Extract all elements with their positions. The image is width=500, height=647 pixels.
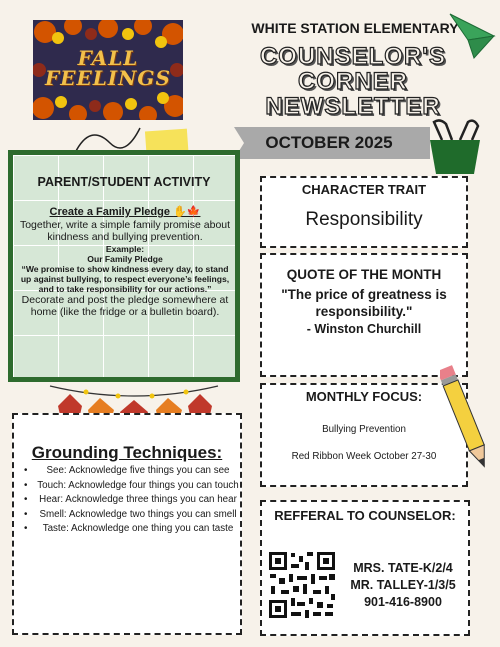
pencil-icon	[440, 356, 490, 476]
list-item: • Hear: Acknowledge three things you can hear	[18, 494, 240, 507]
quote-text: "The price of greatness is responsibility."	[281, 287, 447, 319]
list-item: • Touch: Acknowledge four things you can touch	[18, 480, 240, 493]
title-line-3: NEWSLETTER	[265, 93, 441, 120]
logo-text	[33, 48, 183, 88]
trait-value: Responsibility	[305, 209, 423, 230]
newsletter-date: OCTOBER 2025	[265, 133, 393, 152]
list-item: • See: Acknowledge five things you can see	[18, 465, 240, 478]
grounding-list	[18, 465, 240, 538]
example-label: Example:	[105, 243, 145, 254]
trait-label: CHARACTER TRAIT	[301, 182, 427, 197]
quote-label: QUOTE OF THE MONTH	[286, 267, 442, 282]
focus-label: MONTHLY FOCUS:	[305, 389, 423, 404]
paper-plane-icon	[448, 10, 496, 62]
qr-code-icon[interactable]	[267, 550, 337, 620]
grounding-title: Grounding Techniques:	[31, 443, 223, 462]
school-name: WHITE STATION ELEMENTARY	[251, 20, 459, 36]
activity-title: PARENT/STUDENT ACTIVITY	[37, 175, 211, 189]
quote-author: - Winston Churchill	[306, 322, 422, 336]
activity-intro: Together, write a simple family promise about kindness and bullying prevention.	[19, 218, 231, 243]
quote-box	[260, 253, 468, 377]
focus-item: Red Ribbon Week October 27-30	[291, 451, 437, 462]
activity-heading-text: Create a Family Pledge	[49, 206, 170, 218]
binder-clip-icon	[424, 118, 486, 178]
referral-contacts	[338, 560, 468, 611]
activity-body	[16, 206, 234, 319]
activity-heading	[16, 206, 234, 219]
list-item: • Taste: Acknowledge one thing you can taste	[18, 523, 240, 536]
logo-line1: FALL	[77, 46, 139, 70]
example-title: Our Family Pledge	[87, 253, 163, 264]
logo-line2: FEELINGS	[45, 66, 171, 90]
monthly-focus-box	[260, 383, 468, 487]
contact-tate: MRS. TATE-K/2/4	[353, 561, 453, 575]
activity-outro: Decorate and post the pledge somewhere at home (like the fridge or a bulletin board).	[21, 293, 229, 318]
character-trait-box	[260, 176, 468, 248]
fall-feelings-logo	[33, 20, 183, 120]
title-line-1: COUNSELOR'S	[259, 43, 447, 70]
list-item: • Smell: Acknowledge two things you can smell	[18, 509, 240, 522]
contact-talley: MR. TALLEY-1/3/5	[350, 578, 456, 592]
example-pledge: “We promise to show kindness every day, to stand up against bullying, to respect everyone’s feelings, and to take responsibility for our actions.”	[20, 263, 230, 294]
referral-label: REFFERAL TO COUNSELOR:	[274, 508, 456, 523]
focus-item: Bullying Prevention	[322, 424, 406, 435]
contact-phone: 901-416-8900	[364, 595, 442, 609]
title-line-2: CORNER	[297, 68, 408, 95]
hand-leaf-icon: ✋🍁	[173, 206, 201, 218]
